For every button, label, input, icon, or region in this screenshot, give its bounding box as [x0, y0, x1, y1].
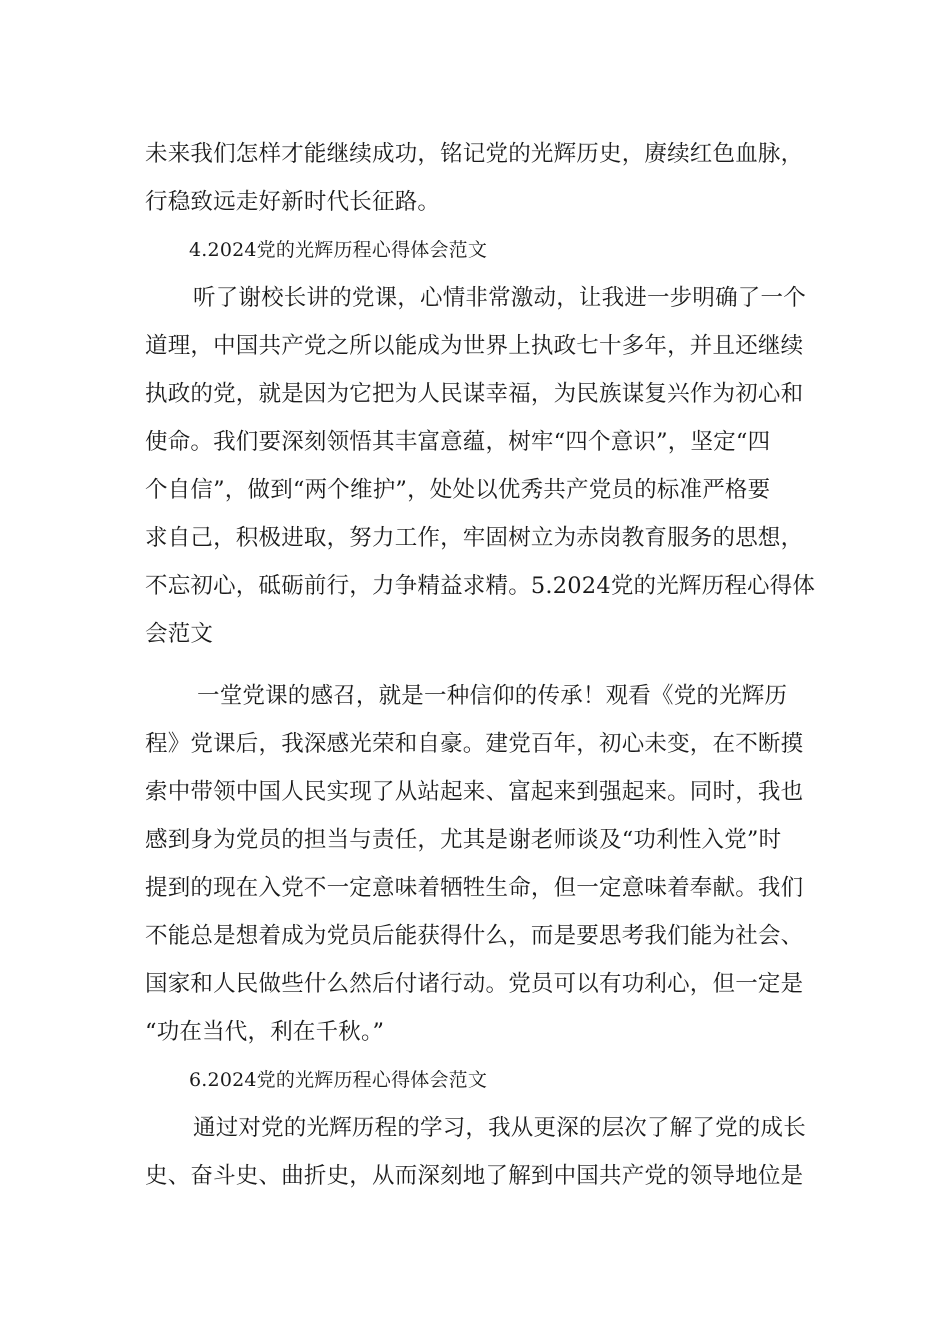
- section-heading-4: 4.2024党的光辉历程心得体会范文: [189, 239, 488, 261]
- text-line: 感到身为党员的担当与责任，尤其是谢老师谈及“功利性入党”时: [145, 827, 782, 853]
- paragraph-start: 一堂党课的感召，就是一种信仰的传承！观看《党的光辉历: [197, 683, 788, 709]
- text-line: 不能总是想着成为党员后能获得什么，而是要思考我们能为社会、: [145, 923, 804, 949]
- text-line: 道理，中国共产党之所以能成为世界上执政七十多年，并且还继续: [145, 333, 804, 359]
- text-line: 不忘初心，砥砺前行，力争精益求精。5.2024党的光辉历程心得体: [145, 573, 816, 599]
- paragraph-start: 通过对党的光辉历程的学习，我从更深的层次了解了党的成长: [193, 1115, 806, 1141]
- text-line: 个自信”，做到“两个维护”，处处以优秀共产党员的标准严格要: [145, 477, 771, 503]
- text-line: 程》党课后，我深感光荣和自豪。建党百年，初心未变，在不断摸: [145, 731, 804, 757]
- text-line: “功在当代，利在千秋。”: [145, 1019, 385, 1045]
- document-body: [145, 130, 816, 1200]
- text-line: 使命。我们要深刻领悟其丰富意蕴，树牢“四个意识”，坚定“四: [145, 429, 771, 455]
- text-line: 国家和人民做些什么然后付诸行动。党员可以有功利心，但一定是: [145, 971, 804, 997]
- text-line: 会范文: [145, 621, 214, 647]
- text-line: 执政的党，就是因为它把为人民谋幸福，为民族谋复兴作为初心和: [145, 381, 804, 407]
- text-line: 史、奋斗史、曲折史，从而深刻地了解到中国共产党的领导地位是: [145, 1163, 804, 1189]
- paragraph-gap: [145, 658, 810, 672]
- text-line: 提到的现在入党不一定意味着牺牲生命，但一定意味着奉献。我们: [145, 875, 804, 901]
- text-line: 索中带领中国人民实现了从站起来、富起来到强起来。同时，我也: [145, 779, 804, 805]
- paragraph-start: 听了谢校长讲的党课，心情非常激动，让我进一步明确了一个: [193, 285, 806, 311]
- text-line: 求自己，积极进取，努力工作，牢固树立为赤岗教育服务的思想，: [145, 525, 804, 551]
- text-line: 行稳致远走好新时代长征路。: [145, 189, 441, 215]
- text-line: 未来我们怎样才能继续成功，铭记党的光辉历史，赓续红色血脉，: [145, 141, 804, 167]
- section-heading-6: 6.2024党的光辉历程心得体会范文: [189, 1069, 488, 1091]
